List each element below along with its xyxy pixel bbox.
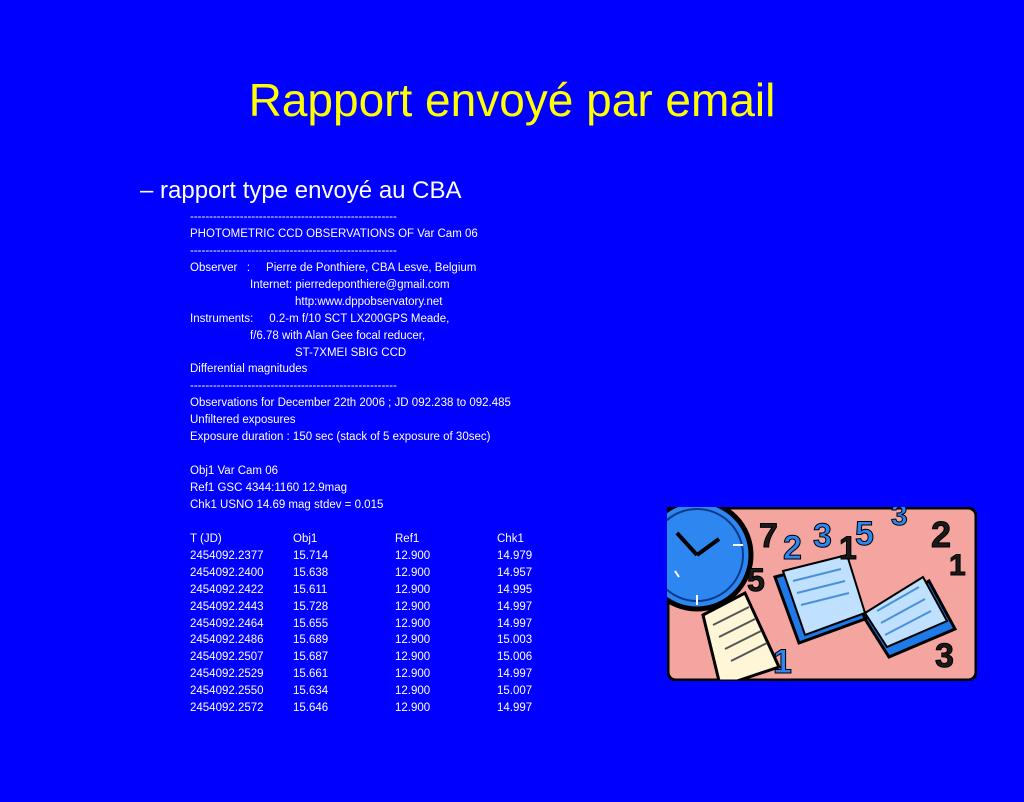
cell-chk1: 14.997	[497, 600, 533, 613]
cell-tjd: 2454092.2400	[190, 566, 264, 579]
clipart-digit: 3	[935, 637, 954, 675]
cell-ref1: 12.900	[395, 651, 431, 664]
cell-tjd: 2454092.2486	[190, 634, 264, 647]
cell-ref1: 12.900	[395, 668, 431, 681]
cell-chk1: 15.003	[497, 634, 533, 647]
clipart-digit: 7	[759, 517, 778, 555]
cell-obj1: 15.728	[293, 600, 329, 613]
cell-obj1: 15.611	[293, 583, 328, 596]
cell-ref1: 12.900	[395, 702, 431, 715]
cell-ref1: 12.900	[395, 566, 431, 579]
cell-obj1: 15.655	[293, 617, 329, 630]
blank-line	[190, 514, 511, 531]
cell-chk1: 14.997	[497, 617, 533, 630]
website-line: http:www.dppobservatory.net	[295, 295, 443, 308]
table-row	[190, 599, 533, 616]
cell-obj1: 15.634	[293, 685, 329, 698]
cell-chk1: 15.007	[497, 685, 533, 698]
clipart-digit: 2	[783, 529, 802, 567]
cell-obj1: 15.646	[293, 702, 329, 715]
clipart-digit: 5	[747, 562, 765, 598]
clipart-digit: 3	[813, 517, 832, 555]
header-chk1: Chk1	[497, 532, 524, 545]
table-row	[190, 700, 533, 717]
clipart-digit: 1	[839, 530, 857, 566]
differential-line: Differential magnitudes	[190, 363, 308, 376]
cell-ref1: 12.900	[395, 634, 431, 647]
clipart-digit: 1	[949, 549, 966, 582]
cell-tjd: 2454092.2464	[190, 617, 264, 630]
observer-line: Observer : Pierre de Ponthiere, CBA Lesve, Belgium	[190, 261, 477, 274]
cell-tjd: 2454092.2443	[190, 600, 264, 613]
reducer-line: f/6.78 with Alan Gee focal reducer,	[250, 329, 426, 342]
cell-obj1: 15.687	[293, 651, 329, 664]
table-row	[190, 582, 533, 599]
cell-tjd: 2454092.2550	[190, 685, 264, 698]
cell-obj1: 15.638	[293, 566, 329, 579]
separator-line: ------------------------------------------------------	[190, 244, 397, 257]
cell-ref1: 12.900	[395, 617, 431, 630]
cell-ref1: 12.900	[395, 583, 431, 596]
cell-tjd: 2454092.2572	[190, 702, 264, 715]
separator-line: ------------------------------------------------------	[190, 211, 397, 223]
table-row	[190, 666, 533, 683]
report-text	[190, 209, 533, 717]
table-row	[190, 649, 533, 666]
obj1-line: Obj1 Var Cam 06	[190, 465, 278, 478]
cell-chk1: 14.995	[497, 583, 533, 596]
internet-line: Internet: pierredeponthiere@gmail.com	[250, 278, 450, 291]
cell-tjd: 2454092.2507	[190, 651, 264, 664]
cell-ref1: 12.900	[395, 549, 431, 562]
unfiltered-line: Unfiltered exposures	[190, 414, 296, 427]
cell-chk1: 15.006	[497, 651, 533, 664]
cell-obj1: 15.714	[293, 549, 329, 562]
cell-obj1: 15.689	[293, 634, 329, 647]
header-tjd: T (JD)	[190, 532, 222, 545]
chk1-line: Chk1 USNO 14.69 mag stdev = 0.015	[190, 498, 384, 511]
clipart-svg	[667, 507, 977, 681]
header-ref1: Ref1	[395, 532, 420, 545]
cell-chk1: 14.979	[497, 549, 533, 562]
table-row	[190, 632, 533, 649]
header-obj1: Obj1	[293, 532, 318, 545]
clipart-digit: 1	[773, 643, 792, 681]
clipart-digit: 3	[891, 507, 908, 532]
table-row	[190, 683, 533, 700]
cell-ref1: 12.900	[395, 685, 431, 698]
table-header	[190, 531, 524, 548]
cell-tjd: 2454092.2377	[190, 549, 264, 562]
report-heading: PHOTOMETRIC CCD OBSERVATIONS OF Var Cam 06	[190, 227, 478, 240]
clock-book-numbers-clipart	[667, 507, 977, 681]
cell-obj1: 15.661	[293, 668, 329, 681]
slide-title: Rapport envoyé par email	[248, 74, 776, 126]
cell-tjd: 2454092.2422	[190, 583, 264, 596]
instruments-line: Instruments: 0.2-m f/10 SCT LX200GPS Meade,	[190, 312, 450, 325]
table-row	[190, 565, 533, 582]
blank-line	[190, 446, 511, 463]
clipart-digit: 2	[931, 514, 952, 555]
ccd-line: ST-7XMEI SBIG CCD	[295, 346, 407, 359]
ref1-line: Ref1 GSC 4344:1160 12.9mag	[190, 482, 348, 494]
clipart-digit: 5	[855, 515, 874, 553]
table-row	[190, 548, 533, 565]
cell-tjd: 2454092.2529	[190, 668, 264, 681]
cell-chk1: 14.957	[497, 566, 533, 579]
exposure-line: Exposure duration : 150 sec (stack of 5 exposure of 30sec)	[190, 431, 491, 444]
cell-ref1: 12.900	[395, 600, 431, 613]
table-row	[190, 616, 533, 633]
observations-line: Observations for December 22th 2006 ; JD 092.238 to 092.485	[190, 397, 511, 410]
cell-chk1: 14.997	[497, 668, 533, 681]
bullet-subtitle: – rapport type envoyé au CBA	[140, 177, 462, 204]
separator-line: ------------------------------------------------------	[190, 380, 397, 393]
cell-chk1: 14.997	[497, 702, 533, 715]
